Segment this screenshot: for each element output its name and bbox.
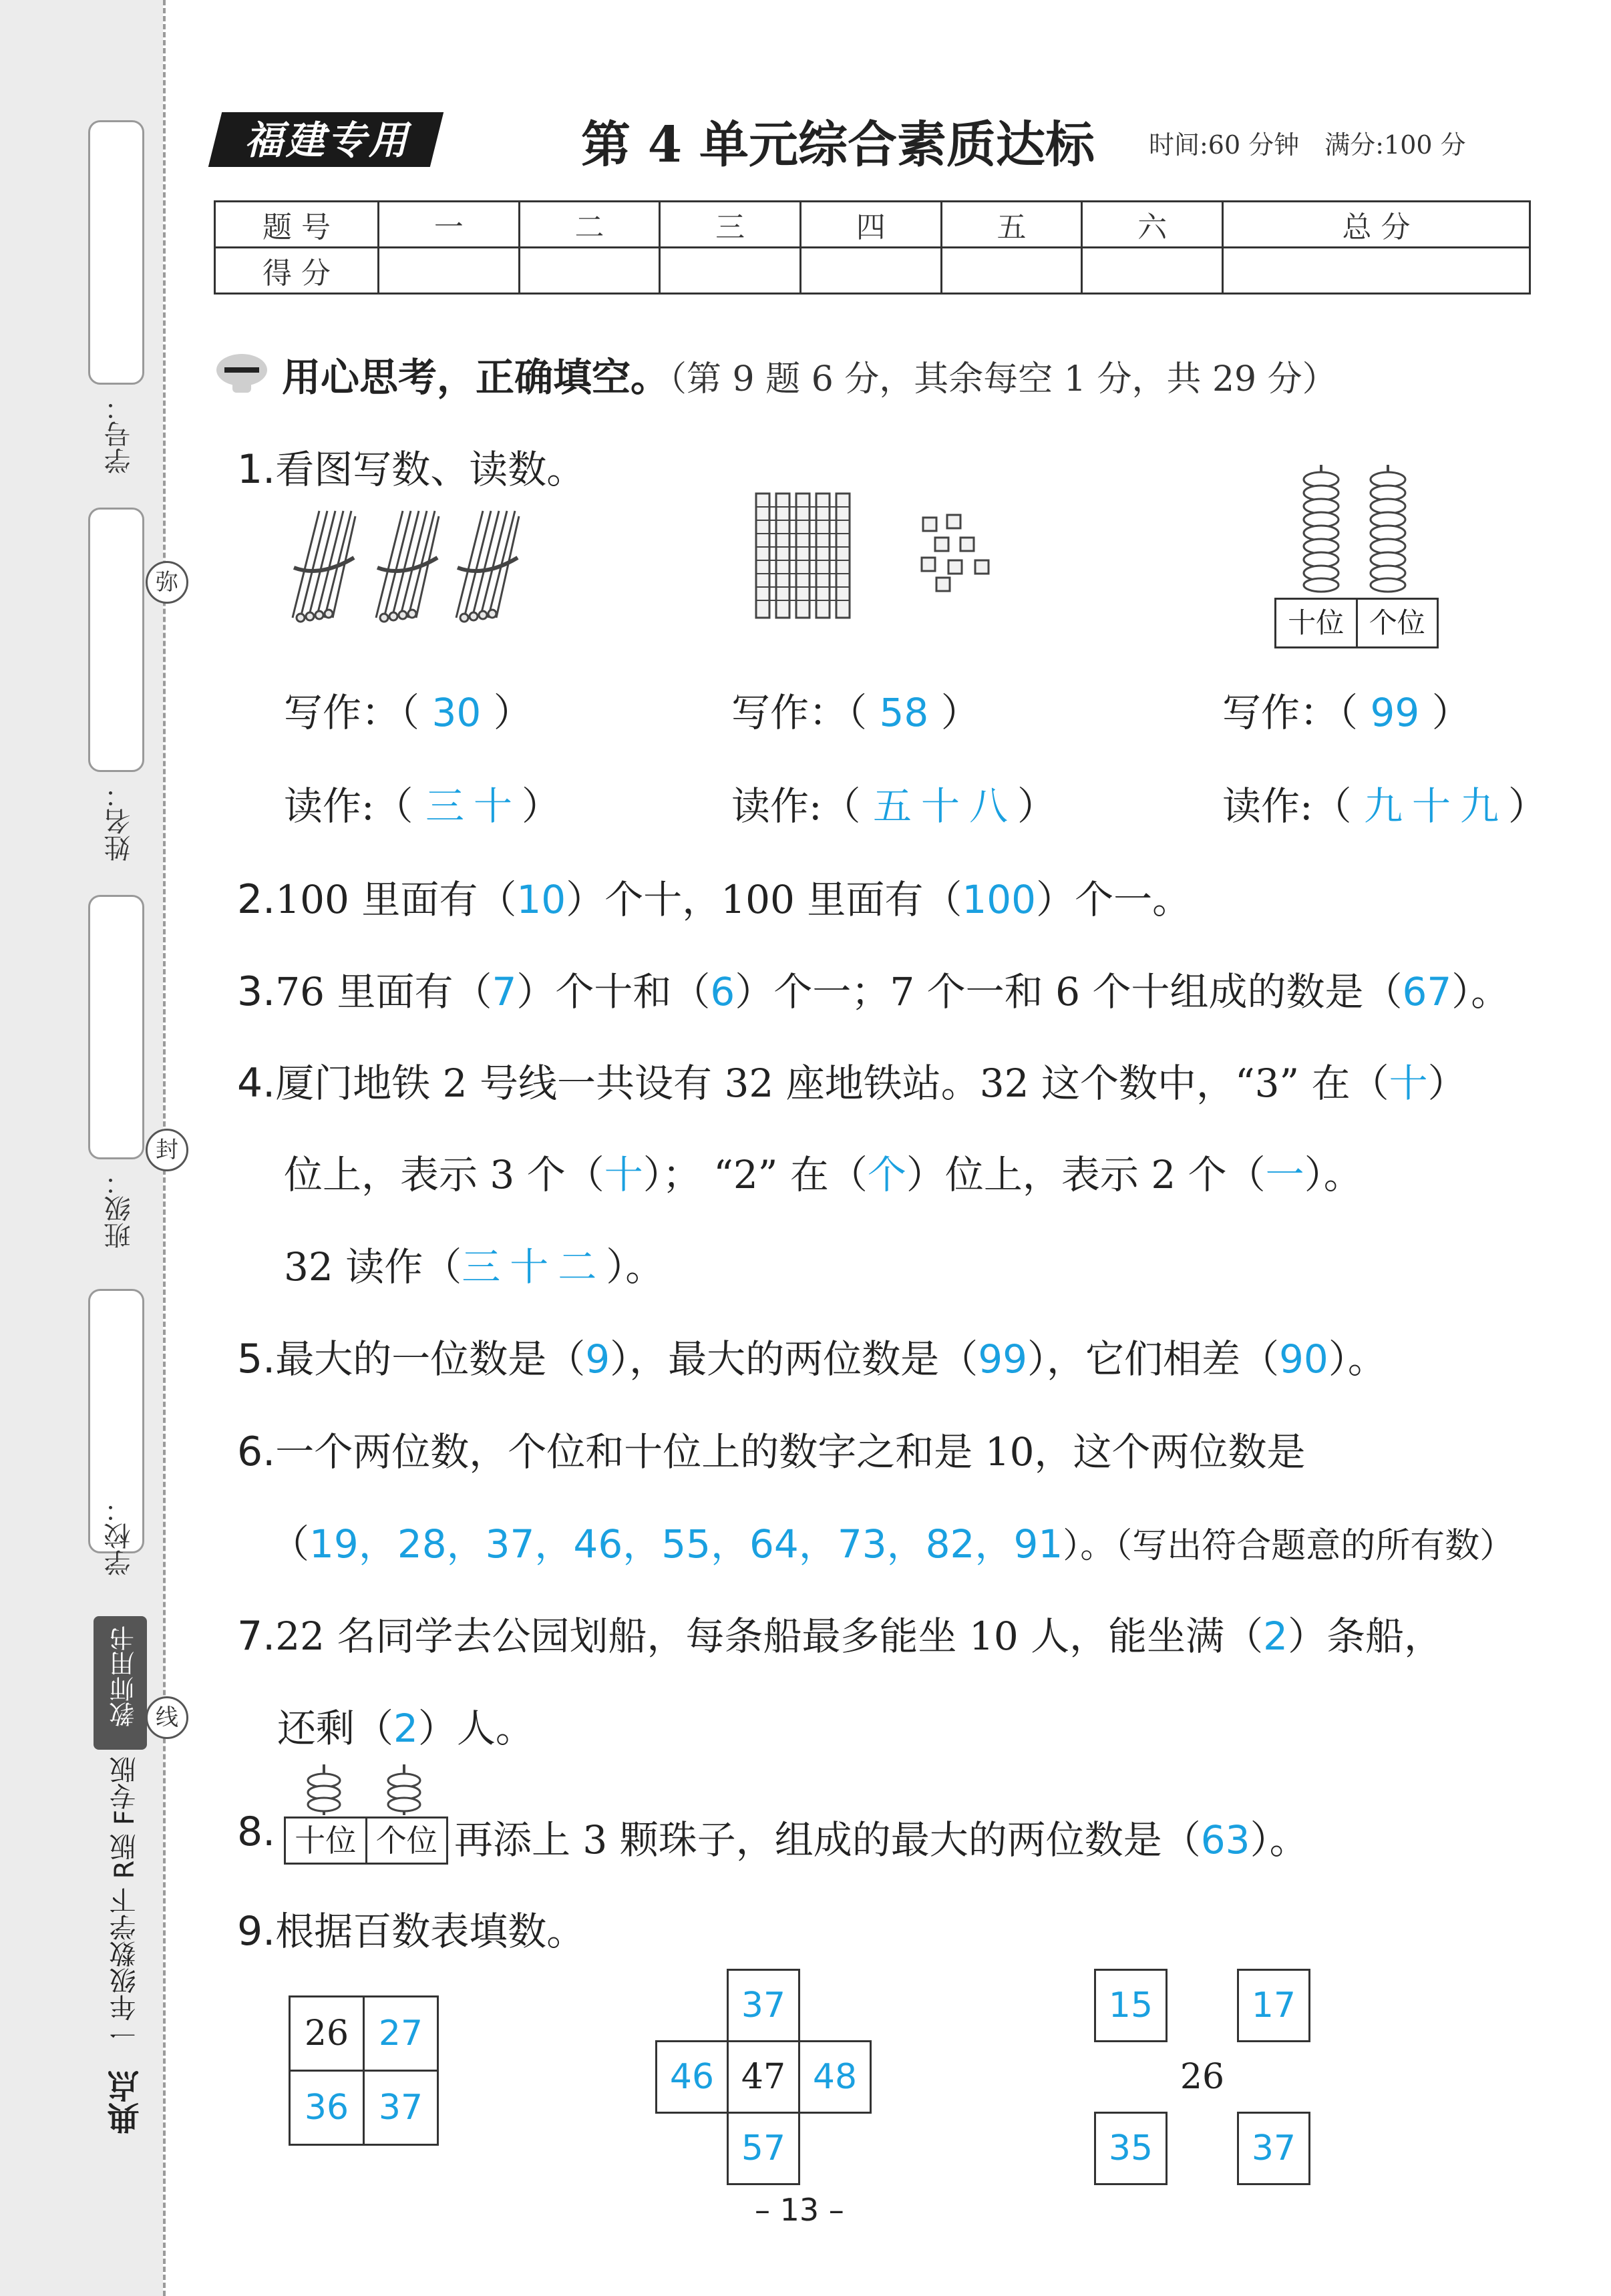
abacus-label-box — [1274, 598, 1439, 648]
q6-text-close: ）。（写出符合题意的所有数） — [1063, 1526, 1515, 1566]
small-abacus-label-box — [284, 1816, 448, 1865]
q1-text: 看图写数、读数。 — [275, 447, 586, 492]
q4-answer-2: 十 — [604, 1152, 643, 1197]
score-header-cell: 五 — [941, 202, 1082, 248]
q5-text-d: ）。 — [1328, 1336, 1387, 1382]
q3-answer-2: 6 — [710, 969, 735, 1014]
section-one-heading — [282, 346, 1337, 402]
score-header-cell: 题 号 — [215, 202, 379, 248]
q5-number: 5. — [237, 1336, 276, 1382]
teacher-edition-badge — [94, 1616, 147, 1750]
hundred-chart-grid-1 — [289, 1995, 439, 2146]
q1-answer-read-1: 三十 — [425, 783, 522, 829]
seal-xian: 线 — [146, 1696, 188, 1739]
q4-number: 4. — [237, 1060, 276, 1107]
q1-write-3: 写作：（ 99 ） — [1222, 690, 1471, 735]
small-abacus-illustration — [284, 1763, 444, 1816]
q1-answer-write-3: 99 — [1370, 690, 1420, 735]
q3-text-c: ）个一；7 个一和 6 个十组成的数是（ — [735, 969, 1403, 1014]
base-ten-blocks-illustration — [748, 491, 1015, 624]
class-label: 班级： — [104, 1169, 135, 1249]
grid1-answer-cell: 37 — [364, 2071, 438, 2145]
series-label — [94, 1616, 147, 2177]
score-input-cell[interactable] — [800, 248, 941, 294]
q4-text-2c: ）位上，表示 2 个（ — [906, 1152, 1266, 1197]
write-label: 写作： — [731, 690, 848, 735]
q4-line-3 — [284, 1235, 664, 1292]
grid3-answer-top-left: 15 — [1108, 1985, 1153, 2026]
q5-text-c: ），它们相差（ — [1027, 1336, 1280, 1382]
q2-answer-2: 100 — [962, 877, 1037, 922]
score-header-cell: 六 — [1082, 202, 1223, 248]
score-input-cell[interactable] — [660, 248, 801, 294]
q1-write-1: 写作：（ 30 ） — [284, 690, 532, 735]
q4-answer-4: 一 — [1265, 1152, 1304, 1197]
q7-line-1 — [237, 1605, 1443, 1661]
q6-text-1: 一个两位数，个位和十位上的数字之和是 10，这个两位数是 — [275, 1429, 1306, 1475]
q8-line — [454, 1808, 1308, 1865]
grid3-answer-top-right: 17 — [1251, 1985, 1296, 2026]
abacus-tens-label: 十位 — [1276, 600, 1358, 646]
q4-text-2d: ）。 — [1304, 1152, 1363, 1197]
q1-number: 1. — [237, 446, 276, 493]
q3-text-a: 76 里面有（ — [275, 969, 492, 1014]
q4-text-3b: ）。 — [606, 1244, 665, 1290]
score-header-cell: 一 — [379, 202, 520, 248]
name-label: 姓名： — [104, 781, 135, 862]
score-header-cell: 二 — [519, 202, 660, 248]
read-label: 读作: — [1222, 783, 1313, 829]
write-label: 写作： — [1222, 690, 1339, 735]
q7-text-1b: ）条船， — [1288, 1613, 1443, 1659]
section-one-icon — [215, 353, 268, 395]
q6-answer: 19，28，37，46，55，64，73，82，91 — [309, 1521, 1063, 1567]
q2-line — [237, 868, 1191, 924]
grid2-top-cell — [727, 1969, 800, 2042]
seal-feng: 封 — [146, 1129, 188, 1171]
grid1-answer-cell: 36 — [290, 2071, 364, 2145]
q3-answer-1: 7 — [492, 969, 517, 1014]
region-badge: 福建专用 — [244, 118, 410, 163]
q2-number: 2. — [237, 876, 276, 923]
q1-read-3: 读作:（ 九十九） — [1222, 783, 1548, 829]
grid3-bottom-right-cell — [1237, 2112, 1310, 2185]
q5-answer-1: 9 — [585, 1336, 610, 1382]
teacher-edition-text: 教师用书 — [110, 1625, 139, 1727]
q3-text-d: ）。 — [1451, 969, 1510, 1014]
grid3-answer-bottom-left: 35 — [1108, 2128, 1153, 2168]
school-label: 学校： — [104, 1496, 135, 1576]
q2-answer-1: 10 — [516, 877, 566, 922]
read-label: 读作: — [284, 783, 375, 829]
class-box — [88, 895, 144, 1159]
q7-number: 7. — [237, 1613, 276, 1660]
q3-line — [237, 960, 1509, 1016]
score-row-label: 得 分 — [215, 248, 379, 294]
q5-text-a: 最大的一位数是（ — [275, 1336, 586, 1382]
student-id-box — [88, 120, 144, 385]
q8-text-b: ）。 — [1250, 1817, 1308, 1863]
name-box — [88, 508, 144, 772]
grid2-answer-top: 37 — [741, 1985, 786, 2026]
student-id-label: 学号： — [104, 394, 135, 474]
grid1-given-cell: 26 — [290, 1997, 364, 2071]
q1-read-1: 读作:（ 三十） — [284, 783, 561, 829]
grid2-right-cell — [798, 2040, 872, 2114]
score-input-cell[interactable] — [1082, 248, 1223, 294]
grid2-left-cell — [655, 2040, 729, 2114]
time-info: 时间:60 分钟 满分:100 分 — [1149, 130, 1466, 160]
q1-answer-read-3: 九十九 — [1363, 783, 1508, 829]
section-one-title: 用心思考，正确填空。 — [282, 355, 670, 400]
grid2-given: 47 — [741, 2057, 786, 2097]
section-one-note: （第 9 题 6 分，其余每空 1 分，共 29 分） — [669, 359, 1337, 399]
q8-answer: 63 — [1200, 1817, 1250, 1863]
q5-line — [237, 1328, 1387, 1384]
q4-line-2 — [284, 1143, 1363, 1199]
score-header-cell: 总 分 — [1222, 202, 1530, 248]
q4-line-1 — [237, 1052, 1467, 1108]
q1-prompt — [237, 438, 585, 494]
q6-line-2 — [271, 1513, 1514, 1569]
q1-answer-write-2: 58 — [879, 690, 929, 735]
q8-text-a: 再添上 3 颗珠子，组成的最大的两位数是（ — [454, 1817, 1201, 1863]
abacus-tens-ones-illustration — [1274, 461, 1435, 594]
abacus-ones-label: 个位 — [1369, 606, 1425, 639]
q1-answer-write-1: 30 — [431, 690, 482, 735]
score-input-cell[interactable] — [941, 248, 1082, 294]
q4-text-1: 厦门地铁 2 号线一共设有 32 座地铁站。32 这个数中，“3” 在（ — [275, 1061, 1389, 1106]
q4-text-1-end: ） — [1427, 1061, 1467, 1106]
q1-read-2: 读作:（ 五十八） — [731, 783, 1057, 829]
q7-answer-2: 2 — [393, 1706, 418, 1751]
q3-number: 3. — [237, 968, 276, 1015]
grid2-answer-right: 48 — [812, 2057, 858, 2097]
grid2-center-cell — [727, 2040, 800, 2114]
q6-open-paren: （ — [271, 1521, 310, 1567]
grid2-answer-bottom: 57 — [741, 2128, 786, 2168]
small-abacus-tens-label: 十位 — [286, 1819, 367, 1863]
q6-number: 6. — [237, 1428, 276, 1475]
q9-number: 9. — [237, 1908, 276, 1955]
grid3-given: 26 — [1180, 2057, 1225, 2097]
stick-bundles-illustration — [281, 504, 534, 624]
seal-mi: 弥 — [146, 561, 188, 604]
q9-text: 根据百数表填数。 — [275, 1909, 586, 1954]
q4-answer-1: 十 — [1389, 1061, 1428, 1106]
q1-answer-read-2: 五十八 — [872, 783, 1017, 829]
q4-text-3a: 32 读作（ — [284, 1244, 462, 1290]
q4-answer-3: 个 — [867, 1152, 906, 1197]
grid1-answer-cell: 27 — [364, 1997, 438, 2071]
grid3-answer-bottom-right: 37 — [1251, 2128, 1296, 2168]
score-input-cell[interactable] — [1222, 248, 1530, 294]
q4-text-2b: ）； “2” 在（ — [643, 1152, 868, 1197]
write-label: 写作： — [284, 690, 401, 735]
score-header-cell: 三 — [660, 202, 801, 248]
q7-text-1a: 22 名同学去公园划船，每条船最多能坐 10 人，能坐满（ — [275, 1613, 1264, 1659]
score-header-cell: 四 — [800, 202, 941, 248]
q2-text-a: 100 里面有（ — [275, 877, 517, 922]
q6-line-1 — [237, 1420, 1306, 1477]
grid3-top-right-cell — [1237, 1969, 1310, 2042]
q4-text-2a: 位上，表示 3 个（ — [284, 1152, 604, 1197]
grid2-answer-left: 46 — [669, 2057, 715, 2097]
score-input-cell[interactable] — [379, 248, 520, 294]
q7-line-2 — [277, 1697, 534, 1753]
series-text: 一年级数学下 R版 F专版 — [110, 1756, 140, 2048]
page-number: – 13 – — [755, 2192, 844, 2228]
small-abacus-ones-label: 个位 — [375, 1823, 437, 1859]
grid3-center-cell — [1166, 2040, 1239, 2114]
score-input-cell[interactable] — [519, 248, 660, 294]
q3-text-b: ）个十和（ — [516, 969, 711, 1014]
q8-number: 8. — [237, 1808, 276, 1855]
q2-text-c: ）个一。 — [1036, 877, 1192, 922]
grid3-top-left-cell — [1094, 1969, 1168, 2042]
q5-answer-3: 90 — [1279, 1336, 1328, 1382]
q5-answer-2: 99 — [978, 1336, 1027, 1382]
page-title: 第 4 单元综合素质达标 — [581, 116, 1095, 174]
q1-write-2: 写作：（ 58 ） — [731, 690, 980, 735]
grid3-bottom-left-cell — [1094, 2112, 1168, 2185]
q3-answer-3: 67 — [1402, 969, 1452, 1014]
q5-text-b: ），最大的两位数是（ — [610, 1336, 978, 1382]
q9-prompt — [237, 1900, 585, 1956]
read-label: 读作: — [731, 783, 822, 829]
q7-answer-1: 2 — [1263, 1613, 1288, 1659]
q7-text-2b: ）人。 — [417, 1706, 534, 1751]
q7-text-2a: 还剩（ — [277, 1706, 394, 1751]
publisher-logo: 典点 — [108, 2070, 145, 2134]
q4-answer-5: 三十二 — [462, 1244, 606, 1290]
grid2-bottom-cell — [727, 2112, 800, 2185]
score-table — [214, 200, 1531, 295]
q2-text-b: ）个十，100 里面有（ — [566, 877, 962, 922]
